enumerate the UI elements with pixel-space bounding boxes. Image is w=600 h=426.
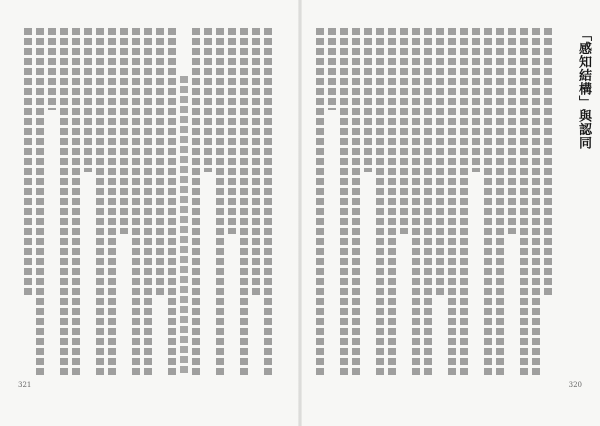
text-column [36,28,44,375]
text-column [424,28,432,375]
text-column [376,28,384,375]
text-column [84,28,92,172]
text-column [144,28,152,375]
text-column [240,28,248,375]
text-column [340,28,348,375]
text-column [192,28,200,375]
text-column [496,28,504,375]
right-page [300,0,600,426]
chapter-title: 「感知結構」與認同 [576,28,591,150]
text-column [316,28,324,375]
text-column [180,76,188,375]
left-page-body-text [24,28,274,375]
text-column [96,28,104,375]
text-column [108,28,116,375]
page-number: 321 [18,381,32,389]
text-column [72,28,80,375]
text-column [508,28,516,234]
text-column [484,28,492,375]
text-column [48,28,56,110]
chapter-title-area [562,28,590,178]
text-column [388,28,396,375]
text-column [24,28,32,296]
text-column [228,28,236,234]
text-column [120,28,128,234]
text-column [132,28,140,375]
text-column [216,28,224,375]
text-column [400,28,408,234]
text-column [472,28,480,172]
text-column [520,28,528,375]
text-column [352,28,360,375]
text-column [60,28,68,375]
text-column [544,28,552,296]
text-column [532,28,540,375]
text-column [448,28,456,375]
text-column [460,28,468,375]
text-column [436,28,444,296]
text-column [328,28,336,110]
text-column [412,28,420,375]
text-column [156,28,164,296]
text-column [204,28,212,172]
page-number: 320 [568,381,582,389]
text-column [264,28,272,375]
text-column [168,28,176,375]
text-column [364,28,372,172]
text-column [252,28,260,296]
right-page-body-text [316,28,556,375]
